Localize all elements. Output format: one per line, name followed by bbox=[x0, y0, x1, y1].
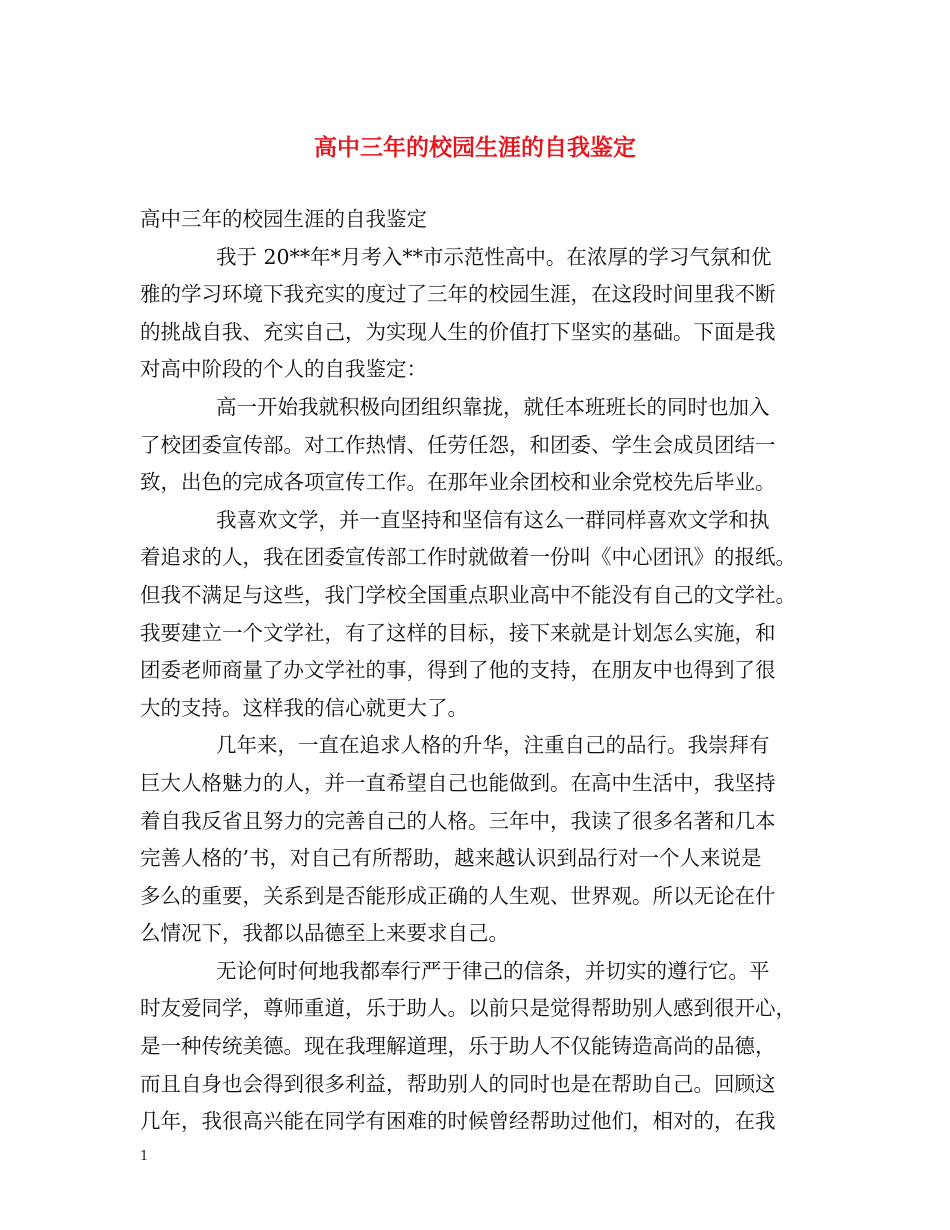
text-line: 但我不满足与这些，我门学校全国重点职业高中不能没有自己的文学社。 bbox=[140, 582, 796, 607]
text-line: 是一种传统美德。现在我理解道理，乐于助人不仅能铸造高尚的品德， bbox=[140, 1034, 776, 1059]
document-title: 高中三年的校园生涯的自我鉴定 bbox=[314, 134, 636, 161]
text-line: 高中三年的校园生涯的自我鉴定 bbox=[140, 207, 427, 231]
text-line: 致，出色的完成各项宣传工作。在那年业余团校和业余党校先后毕业。 bbox=[140, 470, 776, 495]
text-line: 团委老师商量了办文学社的事，得到了他的支持，在朋友中也得到了很 bbox=[140, 658, 776, 683]
page-number: 1 bbox=[140, 1149, 149, 1164]
text-line: 时友爱同学，尊师重道，乐于助人。以前只是觉得帮助别人感到很开心， bbox=[140, 996, 796, 1021]
text-line: 大的支持。这样我的信心就更大了。 bbox=[140, 695, 468, 720]
text-line: 多么的重要，关系到是否能形成正确的人生观、世界观。所以无论在什 bbox=[140, 883, 776, 908]
text-line: 着追求的人，我在团委宣传部工作时就做着一份叫《中心团讯》的报纸。 bbox=[140, 545, 796, 570]
text-line: 我要建立一个文学社，有了这样的目标，接下来就是计划怎么实施，和 bbox=[140, 620, 776, 645]
text-line: 几年来，一直在追求人格的升华，注重自己的品行。我崇拜有 bbox=[216, 733, 770, 758]
text-line: 么情况下，我都以品德至上来要求自己。 bbox=[140, 921, 509, 946]
text-line: 我于 20**年*月考入**市示范性高中。在浓厚的学习气氛和优 bbox=[216, 244, 772, 269]
text-line: 着自我反省且努力的完善自己的人格。三年中，我读了很多名著和几本 bbox=[140, 808, 776, 833]
text-line: 了校团委宣传部。对工作热情、任劳任怨，和团委、学生会成员团结一 bbox=[140, 432, 776, 457]
text-line: 我喜欢文学，并一直坚持和坚信有这么一群同样喜欢文学和执 bbox=[216, 507, 770, 532]
text-line: 完善人格的’书，对自己有所帮助，越来越认识到品行对一个人来说是 bbox=[140, 846, 762, 871]
document-body bbox=[140, 201, 820, 1141]
text-line: 而且自身也会得到很多利益，帮助别人的同时也是在帮助自己。回顾这 bbox=[140, 1071, 776, 1096]
text-line: 的挑战自我、充实自己，为实现人生的价值打下坚实的基础。下面是我 bbox=[140, 319, 776, 344]
text-line: 无论何时何地我都奉行严于律己的信条，并切实的遵行它。平 bbox=[216, 958, 770, 983]
text-line: 巨大人格魅力的人，并一直希望自己也能做到。在高中生活中，我坚持 bbox=[140, 770, 776, 795]
text-line: 几年，我很高兴能在同学有困难的时候曾经帮助过他们，相对的，在我 bbox=[140, 1109, 776, 1134]
text-line: 对高中阶段的个人的自我鉴定： bbox=[140, 357, 427, 382]
text-line: 雅的学习环境下我充实的度过了三年的校园生涯，在这段时间里我不断 bbox=[140, 282, 776, 307]
text-line: 高一开始我就积极向团组织靠拢，就任本班班长的同时也加入 bbox=[216, 394, 770, 419]
